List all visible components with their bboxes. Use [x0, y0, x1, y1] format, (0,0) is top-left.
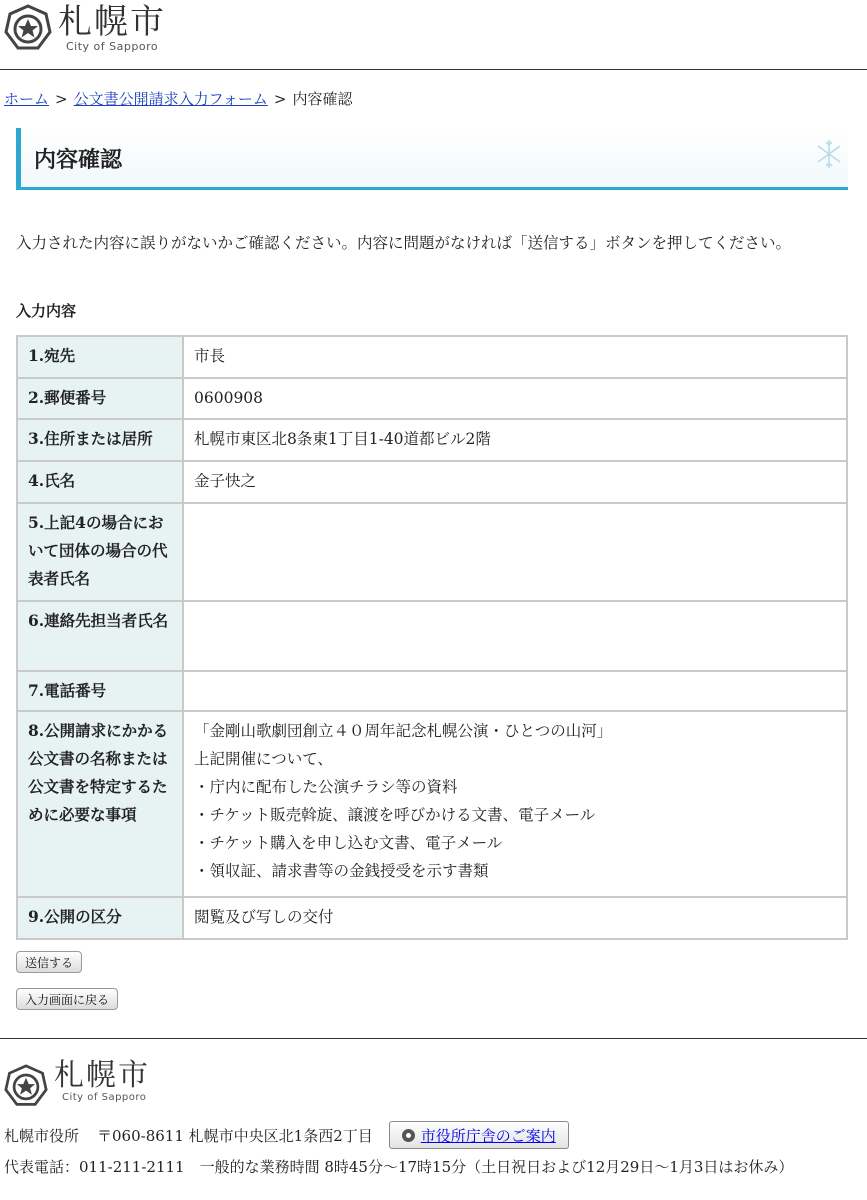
- logo-title: 札幌市: [58, 2, 166, 42]
- value-line: ・領収証、請求書等の金銭授受を示す書類: [194, 862, 489, 880]
- confirmation-table: [16, 335, 848, 940]
- site-logo[interactable]: [4, 2, 166, 53]
- breadcrumb-home-link[interactable]: ホーム: [4, 90, 50, 108]
- office-address: 〒060-8611 札幌市中央区北1条西2丁目: [97, 1126, 373, 1145]
- back-button[interactable]: 入力画面に戻る: [16, 988, 118, 1010]
- row-value: 金子快之: [183, 461, 847, 503]
- section-label: 入力内容: [16, 302, 77, 320]
- row-label: 5.上記4の場合において団体の場合の代表者氏名: [17, 503, 183, 601]
- row-value: [183, 601, 847, 671]
- row-value: 閲覧及び写しの交付: [183, 897, 847, 939]
- footer-divider: [0, 1038, 867, 1039]
- footer-logo[interactable]: [4, 1058, 150, 1108]
- row-value: [183, 503, 847, 601]
- table-row: [17, 461, 847, 503]
- row-label: 7.電話番号: [17, 671, 183, 711]
- row-value: 0600908: [183, 378, 847, 419]
- row-label: 4.氏名: [17, 461, 183, 503]
- row-value: 市長: [183, 336, 847, 378]
- logo-subtitle: City of Sapporo: [66, 40, 159, 53]
- breadcrumb-separator: >: [273, 90, 287, 108]
- footer-address: [4, 1121, 569, 1149]
- row-label: 3.住所または居所: [17, 419, 183, 461]
- value-line: ・チケット購入を申し込む文書、電子メール: [194, 834, 503, 852]
- footer-logo-subtitle: City of Sapporo: [62, 1092, 147, 1103]
- row-label: 6.連絡先担当者氏名: [17, 601, 183, 671]
- building-guide-button[interactable]: [389, 1121, 569, 1149]
- row-label: 9.公開の区分: [17, 897, 183, 939]
- row-value: [183, 671, 847, 711]
- row-label: 2.郵便番号: [17, 378, 183, 419]
- breadcrumb-separator: >: [55, 90, 68, 108]
- sapporo-emblem-icon: [4, 1064, 48, 1108]
- value-line: 「金剛山歌劇団創立４０周年記念札幌公演・ひとつの山河」: [194, 722, 613, 740]
- office-name: 札幌市役所: [4, 1126, 80, 1145]
- page-title-box: [16, 128, 848, 190]
- page-title: 内容確認: [34, 147, 123, 173]
- table-row: [17, 897, 847, 939]
- snowflake-icon: [816, 134, 842, 174]
- row-value: 札幌市東区北8条東1丁目1-40道都ビル2階: [183, 419, 847, 461]
- table-row: [17, 336, 847, 378]
- site-header: [0, 0, 867, 70]
- value-line: 上記開催について、: [194, 750, 333, 768]
- row-label: 1.宛先: [17, 336, 183, 378]
- breadcrumb-current: 内容確認: [292, 90, 353, 108]
- sapporo-emblem-icon: [4, 4, 52, 52]
- intro-text: 入力された内容に誤りがないかご確認ください。内容に問題がなければ「送信する」ボタンを押してください。: [16, 234, 792, 252]
- breadcrumb-form-link[interactable]: 公文書公開請求入力フォーム: [73, 90, 268, 108]
- circle-bullet-icon: [402, 1129, 415, 1142]
- footer-tel-hours: 代表電話：011-211-2111 一般的な業務時間 8時45分～17時15分（土日祝日および12月29日～1月3日はお休み）: [4, 1158, 794, 1176]
- row-value: [183, 711, 847, 897]
- table-row: [17, 601, 847, 671]
- building-guide-label: 市役所庁舎のご案内: [420, 1126, 556, 1145]
- table-row: [17, 419, 847, 461]
- value-line: ・チケット販売斡旋、譲渡を呼びかける文書、電子メール: [194, 806, 596, 824]
- table-row: [17, 671, 847, 711]
- footer-logo-title: 札幌市: [54, 1058, 150, 1093]
- value-line: ・庁内に配布した公演チラシ等の資料: [194, 778, 458, 796]
- row-label: 8.公開請求にかかる公文書の名称または公文書を特定するために必要な事項: [17, 711, 183, 897]
- table-row: [17, 378, 847, 419]
- table-row: [17, 503, 847, 601]
- breadcrumb: [4, 88, 352, 109]
- table-row: [17, 711, 847, 897]
- submit-button[interactable]: 送信する: [16, 951, 82, 973]
